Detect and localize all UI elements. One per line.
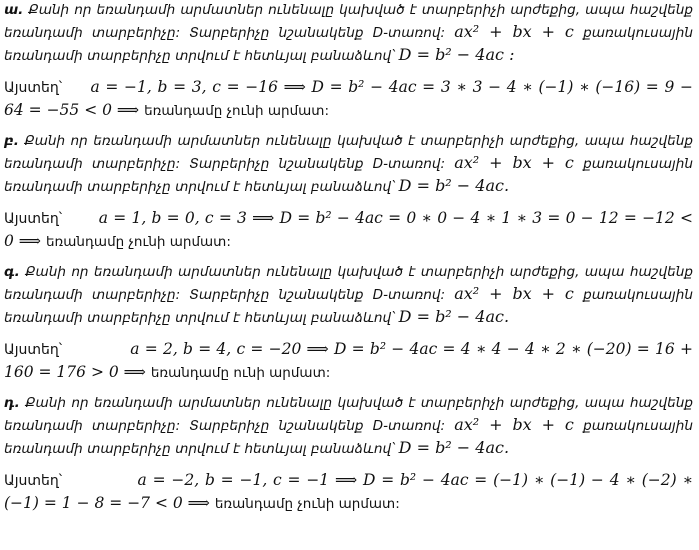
calc-expression: a = 2, b = 4, c = −20 ⟹ D = b² − 4ac = 4 ∗ 4 − 4 ∗ 2 ∗ (−20) = 16 + 160 = 176 > 0 ⟹	[4, 340, 693, 381]
trinomial-formula: ax² + bx + c	[454, 284, 574, 303]
calc-result: եռանդամը չունի արմատ:	[214, 496, 400, 512]
trinomial-formula: ax² + bx + c	[454, 22, 574, 41]
calc-label: Այստեղ՝	[4, 80, 63, 96]
intro-text-2: քառակուսային եռանդամի տարբերիչը տրվում է հետևյալ բանաձևով՝	[4, 418, 694, 457]
section-letter: գ.	[4, 264, 20, 280]
section-calculation	[4, 338, 693, 384]
section-d	[4, 393, 693, 515]
section-calculation	[4, 76, 693, 122]
section-c	[4, 262, 693, 384]
intro-text-2: քառակուսային եռանդամի տարբերիչը տրվում է հետևյալ բանաձևով՝	[4, 156, 694, 195]
section-letter: ա.	[4, 2, 24, 18]
trinomial-formula: ax² + bx + c	[454, 415, 574, 434]
discriminant-formula: D = b² − 4ac.	[398, 438, 510, 457]
intro-text: Քանի որ եռանդամի արմատներ ունենալը կախված է տարբերիչի արժեքից, ապա հաշվենք եռանդամի տարբերիչը: Տարբերիչը նշանակենք D-տառով:	[4, 264, 693, 303]
intro-text: Քանի որ եռանդամի արմատներ ունենալը կախված է տարբերիչի արժեքից, ապա հաշվենք եռանդամի տարբերիչը: Տարբերիչը նշանակենք D-տառով:	[4, 395, 693, 434]
calc-expression: a = −2, b = −1, c = −1 ⟹ D = b² − 4ac = (−1) ∗ (−1) − 4 ∗ (−2) ∗ (−1) = 1 − 8 = −7 < 0 ⟹	[4, 471, 693, 512]
intro-text-2: քառակուսային եռանդամի տարբերիչը տրվում է հետևյալ բանաձևով՝	[4, 287, 694, 326]
trinomial-formula: ax² + bx + c	[454, 153, 574, 172]
calc-expression: a = −1, b = 3, c = −16 ⟹ D = b² − 4ac = 3 ∗ 3 − 4 ∗ (−1) ∗ (−16) = 9 − 64 = −55 < 0 ⟹	[4, 78, 693, 119]
section-b	[4, 131, 693, 253]
calc-label: Այստեղ՝	[4, 342, 63, 358]
section-intro	[4, 0, 693, 67]
discriminant-formula: D = b² − 4ac.	[398, 307, 510, 326]
calc-result: եռանդամը չունի արմատ:	[144, 103, 329, 119]
discriminant-formula: D = b² − 4ac.	[398, 176, 510, 195]
calc-result: եռանդամը ունի արմատ:	[150, 365, 331, 381]
section-calculation	[4, 469, 693, 515]
discriminant-formula: D = b² − 4ac :	[398, 45, 515, 64]
intro-text: Քանի որ եռանդամի արմատներ ունենալը կախված է տարբերիչի արժեքից, ապա հաշվենք եռանդամի տարբերիչը: Տարբերիչը նշանակենք D-տառով:	[4, 133, 694, 172]
intro-text: Քանի որ եռանդամի արմատներ ունենալը կախված է տարբերիչի արժեքից, ապա հաշվենք եռանդամի տարբերիչը: Տարբերիչը նշանակենք D-տառով:	[4, 2, 694, 41]
section-intro	[4, 262, 693, 329]
section-letter: բ.	[4, 133, 19, 149]
section-intro	[4, 393, 693, 460]
intro-text-2: քառակուսային եռանդամի տարբերիչը տրվում է հետևյալ բանաձևով՝	[4, 25, 694, 64]
section-intro	[4, 131, 693, 198]
calc-result: եռանդամը չունի արմատ:	[45, 234, 231, 250]
calc-label: Այստեղ՝	[4, 211, 63, 227]
section-calculation	[4, 207, 693, 253]
section-a	[4, 0, 693, 122]
calc-label: Այստեղ՝	[4, 473, 63, 489]
calc-expression: a = 1, b = 0, c = 3 ⟹ D = b² − 4ac = 0 ∗ 0 − 4 ∗ 1 ∗ 3 = 0 − 12 = −12 < 0 ⟹	[4, 209, 693, 250]
section-letter: դ.	[4, 395, 20, 411]
